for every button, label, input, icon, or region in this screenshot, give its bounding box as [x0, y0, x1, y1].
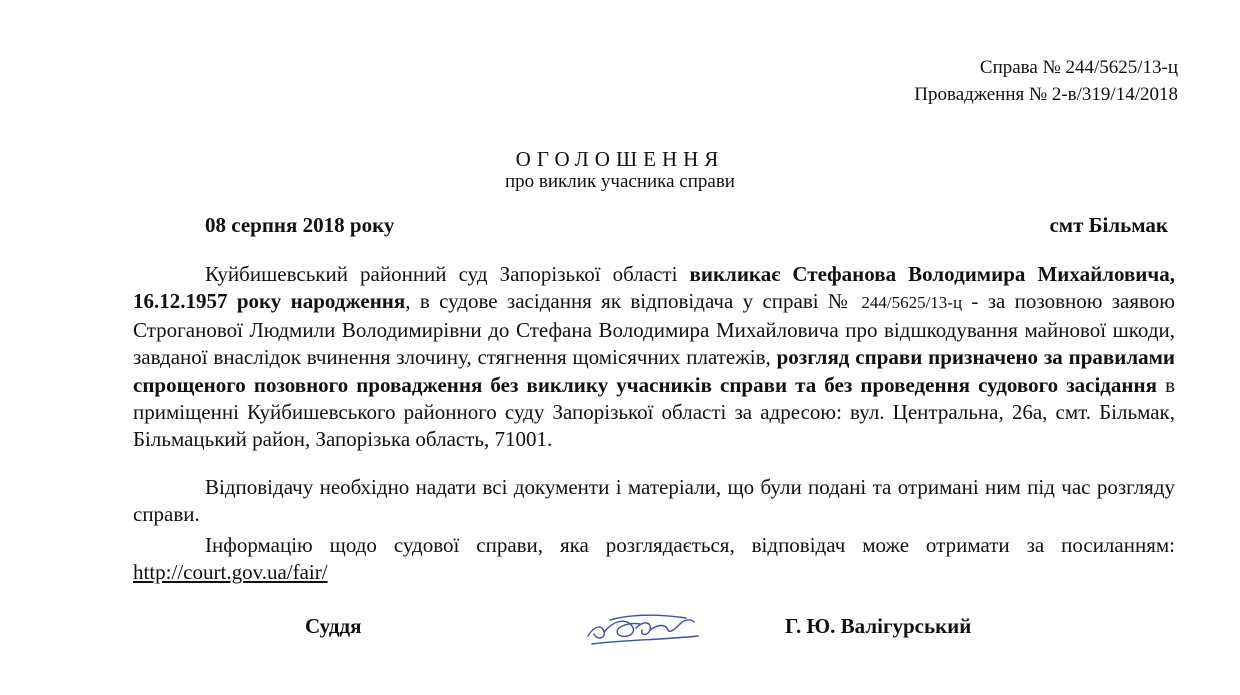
info-paragraph	[133, 532, 1175, 587]
announcement-subtitle: про виклик учасника справи	[505, 171, 735, 192]
hearing-text: , в судове засідання як відповідача у справі №	[405, 289, 862, 314]
summons-paragraph	[133, 261, 1175, 454]
info-text: Інформацію щодо судової справи, яка розглядається, відповідач може отримати за посиланням:	[205, 533, 1175, 557]
proceeding-number: Провадження № 2-в/319/14/2018	[914, 84, 1178, 105]
documents-text: Відповідачу необхідно надати всі документи і матеріали, що були подані та отримані ним під час розгляду справи.	[133, 475, 1175, 527]
case-number: Справа № 244/5625/13-ц	[979, 57, 1178, 78]
judge-name: Г. Ю. Валігурський	[785, 614, 972, 638]
summoned-person: викликає Стефанова Володимира Михайловича, 16.12.1957 року народження	[133, 262, 1175, 314]
announcement-date: 08 серпня 2018 року	[205, 213, 395, 237]
case-number-inline: 244/5625/13-ц	[861, 293, 963, 313]
judge-label: Суддя	[305, 614, 362, 638]
announcement-title: ОГОЛОШЕННЯ	[515, 147, 725, 171]
court-name-text: Куйбишевський районний суд Запорізької області	[205, 262, 690, 286]
procedure-note: розгляд справи призначено за правилами спрощеного позовного провадження без виклику учасників справи та без проведення судового засідання	[133, 345, 1176, 397]
claim-text: - за позовною заявою Строганової Людмили Володимирівни до Стефана Володимира Михайловича про відшкодування майнової шкоди, завданої внаслідок вчинення злочину, стягнення щомісячних платежів,	[133, 289, 1175, 370]
case-reference	[914, 54, 1178, 108]
court-link[interactable]: http://court.gov.ua/fair/	[133, 560, 328, 585]
documents-paragraph	[133, 474, 1175, 529]
signature-image	[580, 606, 710, 650]
announcement-place: смт Більмак	[1049, 213, 1168, 237]
address-text: в приміщенні Куйбишевського районного суду Запорізької області за адресою: вул. Центральна, 26а, смт. Більмак, Більмацький район, Запорізька область, 71001.	[133, 372, 1176, 452]
